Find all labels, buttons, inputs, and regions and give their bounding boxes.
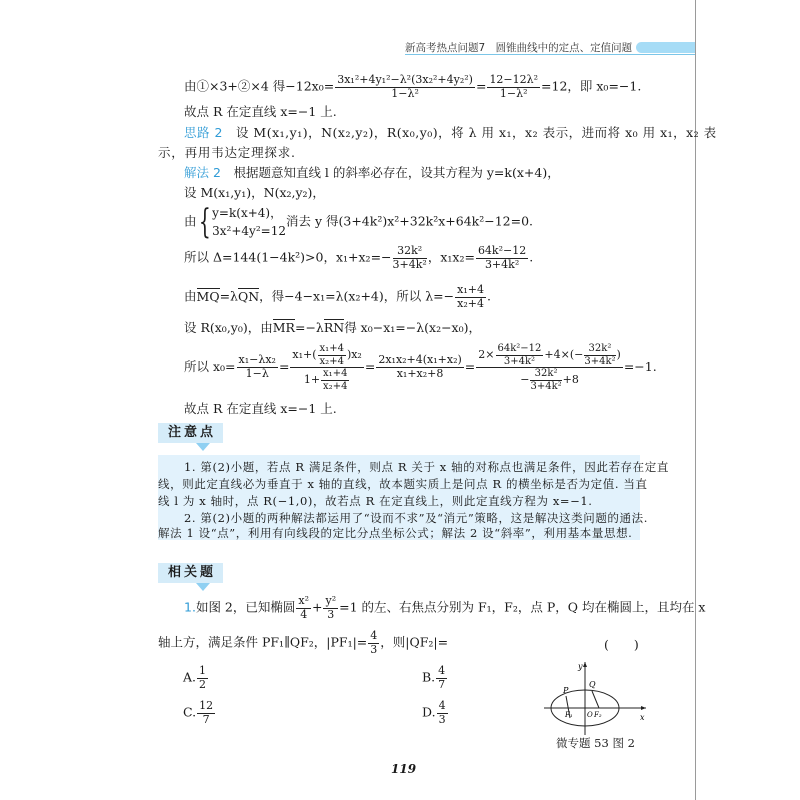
conclusion-1: 故点 R 在定直线 x=−1 上.	[184, 104, 337, 119]
vector-line: 由MQ=λQN，得−4−x₁=λ(x₂+4)，所以 λ=− $\frac{\text{x₁+4}}{\text{x₂+4}}$ .	[184, 283, 491, 310]
label-f1: F₁	[565, 711, 573, 719]
label-f2: F₂	[594, 711, 602, 719]
label-q: Q	[589, 680, 596, 689]
idea-2-cont: 示，再用韦达定理探求.	[158, 145, 296, 160]
figure-caption: 微专题 53 图 2	[556, 736, 635, 750]
r-line: 设 R(x₀,y₀)，由MR=−λRN得 x₀−x₁=−λ(x₂−x₀)，	[184, 320, 481, 335]
note-line: 线，则此定直线必为垂直于 x 轴的直线，故本题实质上是问点 R 的横坐标是否为定值. 当直	[158, 477, 648, 491]
set-mn: 设 M(x₁,y₁)，N(x₂,y₂)，	[184, 185, 325, 200]
page-number: 119	[391, 762, 417, 776]
related-title: 相关题	[158, 563, 223, 583]
running-header: 新高考热点问题7 圆锥曲线中的定点、定值问题	[405, 42, 633, 54]
x-axis-arrow-icon	[641, 706, 646, 710]
note-line: 解法 1 设“点”，利用有向线段的定比分点坐标公式；解法 2 设“斜率”，利用基本量思想.	[158, 526, 633, 540]
y-axis-arrow-icon	[583, 662, 587, 667]
option-a[interactable]: A. $\frac{1}{2}$	[183, 664, 207, 691]
idea-2-label: 思路 2	[184, 125, 223, 140]
method-2-label: 解法 2	[184, 165, 221, 180]
question-line-1: 1.如图 2，已知椭圆 $\frac{\text{x²}}{4}$ + $\frac{\text{y²}}{3}$ =1 的左、右焦点分别为 F₁，F₂，点 P，Q 均在椭圆上，且均在 x	[184, 594, 706, 621]
label-p: P	[563, 686, 569, 695]
header-band	[636, 42, 695, 53]
page-edge	[695, 0, 696, 800]
note-line: 1. 第(2)小题，若点 R 满足条件，则点 R 关于 x 轴的对称点也满足条件，因此若存在定直	[184, 460, 669, 474]
ellipse-figure	[540, 660, 650, 735]
label-y: y	[578, 662, 583, 671]
answer-paren: ( )	[604, 637, 639, 652]
note-title: 注意点	[158, 423, 223, 443]
equation-line: 由①×3+②×4 得−12x₀= $\frac{\text{3x₁²+4y₁²−λ²(3x₂²+4y₂²)}}{\text{1−λ²}}$ = $\frac{\text{12−12λ²}}{\text{1−λ²}}$ =12，即 x₀=−1.	[184, 73, 642, 100]
x0-derivation: 所以 x₀= $\frac{\text{x₁−λx₂}}{1-\lambda}$ = x₁+( $\frac{\text{x₁+4}}{\text{x₂+4}}$ )x₂ 1+ $\frac{\text{x₁+4}}{\text{x₂+4}}$ = $\frac{\text{2x₁x₂+4(x₁+x₂)}}{\text{x₁+x₂+8}}$ = 2× $\frac{\text{64k²−12}}{\text{3+4k²}}$ +4×(− $\frac{\text{32k²}}{\text{3+4k²}}$ ) − $\frac{\text{32k²}}{\text{3+4k²}}$ +8 =−1.	[184, 343, 657, 392]
equation-system: { y=k(x+4)， 3x²+4y²=12	[198, 202, 286, 242]
note-box	[158, 455, 669, 540]
option-b[interactable]: B. $\frac{4}{7}$	[422, 664, 446, 691]
method-2: 解法 2 根据题意知直线 l 的斜率必存在，设其方程为 y=k(x+4)，	[184, 165, 560, 180]
header-rule	[405, 54, 695, 55]
option-c[interactable]: C. $\frac{12}{7}$	[183, 699, 214, 726]
question-line-2: 轴上方，满足条件 PF₁∥QF₂，|PF₁|= $\frac{4}{3}$ ，则|QF₂|=	[158, 629, 449, 656]
idea-2: 思路 2 设 M(x₁,y₁)，N(x₂,y₂)，R(x₀,y₀)，将 λ 用 x₁，x₂ 表示，进而将 x₀ 用 x₁，x₂ 表	[184, 125, 717, 140]
label-o: O	[587, 711, 593, 719]
vieta-line: 所以 Δ=144(1−4k²)>0，x₁+x₂=− $\frac{\text{32k²}}{\text{3+4k²}}$ ，x₁x₂= $\frac{\text{64k²−12}}{\text{3+4k²}}$ .	[184, 244, 534, 271]
option-d[interactable]: D. $\frac{4}{3}$	[422, 699, 446, 726]
system-line: 由 { y=k(x+4)， 3x²+4y²=12 消去 y 得(3+4k²)x²+32k²x+64k²−12=0.	[184, 202, 534, 242]
note-line: 2. 第(2)小题的两种解法都运用了“设而不求”及“消元”策略，这是解决这类问题的通法.	[184, 511, 648, 525]
segment-qf2	[592, 691, 599, 708]
conclusion-2: 故点 R 在定直线 x=−1 上.	[184, 401, 337, 416]
label-x: x	[640, 713, 645, 722]
note-line: 线 l 为 x 轴时，点 R(−1,0)，故若点 R 在定直线上，则此定直线方程为 x=−1.	[158, 494, 593, 508]
